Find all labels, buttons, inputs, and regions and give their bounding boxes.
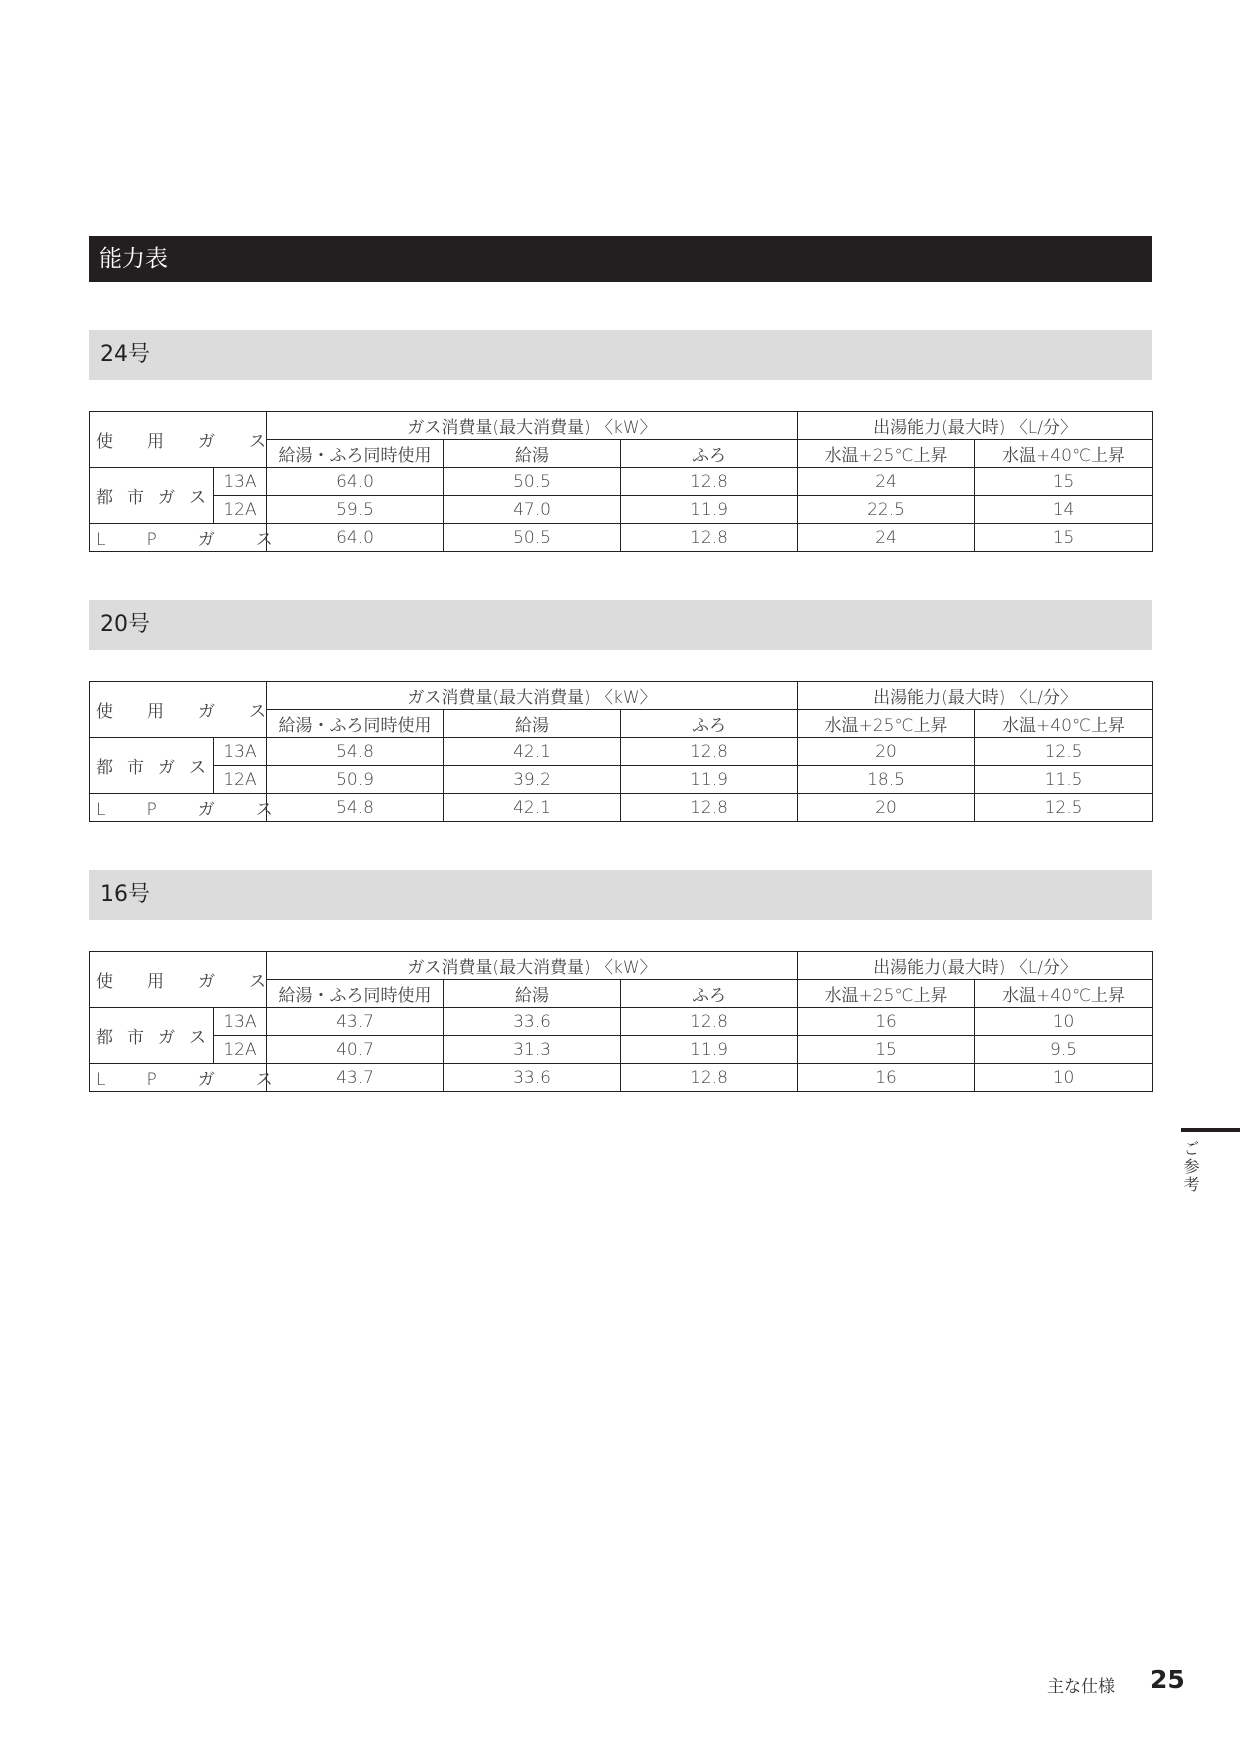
header-row [90,412,1153,440]
table-cell: 11.9 [621,766,798,794]
column-header: ふろ [621,440,798,468]
table-row [90,524,1153,552]
table-cell: 15 [975,524,1153,552]
label-char: L [96,800,106,820]
section-heading: 20号 [89,600,1152,650]
label-char: 市 [127,488,144,508]
label-char: P [146,800,157,820]
table-cell: 43.7 [267,1064,444,1092]
column-header: 水温+25℃上昇 [798,440,975,468]
label-char: ス [189,758,206,778]
table-cell: 11.9 [621,1036,798,1064]
table-cell: 20 [798,738,975,766]
city-gas-label [90,1008,214,1064]
table-row [90,766,1153,794]
header-row [90,952,1153,980]
table-cell: 64.0 [267,468,444,496]
table-row [90,1064,1153,1092]
table-row [90,794,1153,822]
table-cell: 16 [798,1008,975,1036]
label-char: 用 [147,432,164,452]
label-char: ス [255,800,273,820]
table-cell: 39.2 [444,766,621,794]
column-header: 給湯 [444,440,621,468]
label-char: ス [189,488,206,508]
label-char: ガ [158,758,175,778]
table-cell: 24 [798,524,975,552]
gas-subtype: 12A [214,766,267,794]
table-cell: 11.5 [975,766,1153,794]
capacity-header: 出湯能力(最大時) 〈L/分〉 [798,412,1153,440]
page-title: 能力表 [89,236,1152,282]
gas-subtype: 13A [214,738,267,766]
section-heading: 24号 [89,330,1152,380]
label-char: ガ [158,488,175,508]
table-cell: 15 [798,1036,975,1064]
table-cell: 12.8 [621,468,798,496]
consumption-header: ガス消費量(最大消費量) 〈kW〉 [267,952,798,980]
label-char: 使 [96,702,113,722]
table-cell: 14 [975,496,1153,524]
table-cell: 33.6 [444,1008,621,1036]
column-header: 水温+40℃上昇 [975,710,1153,738]
table-cell: 50.5 [444,524,621,552]
table-cell: 24 [798,468,975,496]
table-cell: 31.3 [444,1036,621,1064]
label-char: ス [255,530,273,550]
table-cell: 10 [975,1008,1153,1036]
label-char: 都 [96,758,113,778]
table-cell: 54.8 [267,794,444,822]
spec-table [89,681,1153,822]
table-row [90,1008,1153,1036]
section-20 [89,600,1152,822]
table-row [90,468,1153,496]
lp-gas-label [90,794,273,822]
column-header: 給湯 [444,710,621,738]
label-char: 使 [96,972,113,992]
gas-subtype: 13A [214,468,267,496]
column-header: 水温+25℃上昇 [798,710,975,738]
table-cell: 12.8 [621,738,798,766]
label-char: ガ [197,800,215,820]
footer-section-name: 主な仕様 [1047,1677,1115,1697]
label-char: L [96,1070,106,1090]
label-char: L [96,530,106,550]
table-row [90,1036,1153,1064]
table-cell: 12.8 [621,1008,798,1036]
table-cell: 64.0 [267,524,444,552]
label-char: ガ [198,702,215,722]
table-cell: 42.1 [444,738,621,766]
label-char: P [146,530,157,550]
table-cell: 20 [798,794,975,822]
label-char: P [146,1070,157,1090]
label-char: ガ [198,972,215,992]
lp-gas-label [90,524,273,552]
column-header: 給湯・ふろ同時使用 [267,710,444,738]
table-cell: 12.5 [975,794,1153,822]
label-char: ス [189,1028,206,1048]
gas-type-header [90,682,267,738]
capacity-header: 出湯能力(最大時) 〈L/分〉 [798,682,1153,710]
label-char: ガ [198,432,215,452]
table-cell: 33.6 [444,1064,621,1092]
gas-subtype: 12A [214,496,267,524]
label-char: 使 [96,432,113,452]
label-char: ガ [197,1070,215,1090]
label-char: 都 [96,488,113,508]
section-16 [89,870,1152,1092]
label-char: ス [255,1070,273,1090]
table-cell: 12.8 [621,1064,798,1092]
table-cell: 18.5 [798,766,975,794]
table-cell: 43.7 [267,1008,444,1036]
label-char: 都 [96,1028,113,1048]
table-cell: 16 [798,1064,975,1092]
gas-type-header [90,952,267,1008]
table-cell: 12.8 [621,794,798,822]
gas-subtype: 13A [214,1008,267,1036]
label-char: 用 [147,702,164,722]
column-header: 水温+40℃上昇 [975,440,1153,468]
label-char: ス [249,972,266,992]
column-header: 給湯・ふろ同時使用 [267,980,444,1008]
label-char: ガ [158,1028,175,1048]
section-heading: 16号 [89,870,1152,920]
section-24 [89,330,1152,552]
label-char: ス [249,432,266,452]
column-header: ふろ [621,710,798,738]
table-cell: 15 [975,468,1153,496]
table-cell: 47.0 [444,496,621,524]
column-header: 水温+40℃上昇 [975,980,1153,1008]
table-row [90,738,1153,766]
label-char: 市 [127,1028,144,1048]
consumption-header: ガス消費量(最大消費量) 〈kW〉 [267,412,798,440]
table-cell: 40.7 [267,1036,444,1064]
table-cell: 12.5 [975,738,1153,766]
column-header: 給湯・ふろ同時使用 [267,440,444,468]
label-char: 市 [127,758,144,778]
table-cell: 42.1 [444,794,621,822]
table-row [90,496,1153,524]
column-header: 水温+25℃上昇 [798,980,975,1008]
side-tab-label: ご参考 [1181,1140,1200,1194]
column-header: ふろ [621,980,798,1008]
table-cell: 59.5 [267,496,444,524]
table-cell: 50.9 [267,766,444,794]
column-header: 給湯 [444,980,621,1008]
table-cell: 12.8 [621,524,798,552]
label-char: ガ [197,530,215,550]
gas-type-header [90,412,267,468]
label-char: 用 [147,972,164,992]
spec-table [89,411,1153,552]
city-gas-label [90,738,214,794]
header-row [90,682,1153,710]
table-cell: 50.5 [444,468,621,496]
label-char: ス [249,702,266,722]
lp-gas-label [90,1064,273,1092]
consumption-header: ガス消費量(最大消費量) 〈kW〉 [267,682,798,710]
table-cell: 11.9 [621,496,798,524]
side-tab-marker [1181,1128,1240,1132]
city-gas-label [90,468,214,524]
table-cell: 54.8 [267,738,444,766]
table-cell: 10 [975,1064,1153,1092]
capacity-header: 出湯能力(最大時) 〈L/分〉 [798,952,1153,980]
page-number: 25 [1150,1665,1185,1694]
table-cell: 22.5 [798,496,975,524]
spec-table [89,951,1153,1092]
table-cell: 9.5 [975,1036,1153,1064]
gas-subtype: 12A [214,1036,267,1064]
